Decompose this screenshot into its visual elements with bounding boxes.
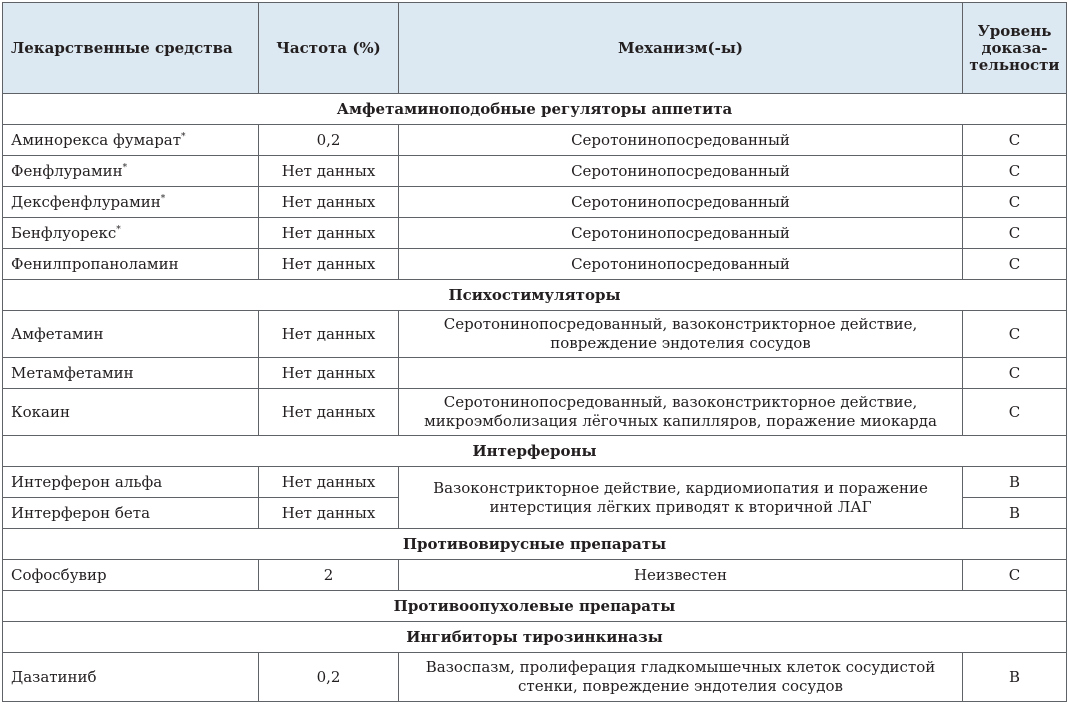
drug-cell: Амфетамин <box>3 311 259 358</box>
evidence-level-cell: B <box>963 653 1067 702</box>
footnote-mark: * <box>181 131 186 142</box>
mechanism-line-2: микроэмболизация лёгочных капилляров, поражение миокарда <box>424 412 937 430</box>
table-row <box>3 467 1067 498</box>
frequency-cell: Нет данных <box>259 311 399 358</box>
section-row <box>3 529 1067 560</box>
header-evidence-level <box>963 3 1067 94</box>
header-mechanism: Механизм(-ы) <box>399 3 963 94</box>
frequency-cell: 0,2 <box>259 125 399 156</box>
table-row <box>3 249 1067 280</box>
header-level-line-1: Уровень <box>977 21 1052 40</box>
mechanism-line-1: Серотонинопосредованный, вазоконстрикторное действие, <box>443 393 918 411</box>
evidence-level-cell: C <box>963 249 1067 280</box>
table-row <box>3 125 1067 156</box>
drug-name: Фенфлурамин <box>11 161 123 180</box>
section-antivirals: Противовирусные препараты <box>3 529 1067 560</box>
mechanism-line-2: интерстиция лёгких приводят к вторичной ЛАГ <box>489 497 872 516</box>
drug-name: Дексфенфлурамин <box>11 192 161 211</box>
mechanism-line-2: повреждение эндотелия сосудов <box>550 334 811 352</box>
section-antitumor: Противоопухолевые препараты <box>3 591 1067 622</box>
drug-cell <box>3 218 259 249</box>
mechanism-cell: Серотонинопосредованный <box>399 187 963 218</box>
table-row <box>3 358 1067 389</box>
evidence-level-cell: B <box>963 467 1067 498</box>
mechanism-line-1: Серотонинопосредованный, вазоконстрикторное действие, <box>443 315 918 333</box>
frequency-cell: Нет данных <box>259 358 399 389</box>
table-row <box>3 389 1067 436</box>
drug-cell: Интерферон бета <box>3 498 259 529</box>
frequency-cell: Нет данных <box>259 389 399 436</box>
section-tki: Ингибиторы тирозинкиназы <box>3 622 1067 653</box>
header-level-line-2: доказа- <box>981 38 1048 57</box>
mechanism-line-2: стенки, повреждение эндотелия сосудов <box>518 677 843 695</box>
table-row <box>3 156 1067 187</box>
drug-induced-pah-table <box>2 2 1067 702</box>
evidence-level-cell: B <box>963 498 1067 529</box>
evidence-level-cell: C <box>963 125 1067 156</box>
section-row <box>3 622 1067 653</box>
table-header-row <box>3 3 1067 94</box>
drug-cell: Софосбувир <box>3 560 259 591</box>
drug-name: Аминорекса фумарат <box>11 130 182 149</box>
mechanism-line-1: Вазоконстрикторное действие, кардиомиопатия и поражение <box>433 478 928 497</box>
mechanism-cell: Серотонинопосредованный <box>399 218 963 249</box>
evidence-level-cell: C <box>963 560 1067 591</box>
section-row <box>3 591 1067 622</box>
mechanism-cell <box>399 467 963 529</box>
drug-name: Бенфлуорекс <box>11 223 117 242</box>
evidence-level-cell: C <box>963 311 1067 358</box>
section-row <box>3 280 1067 311</box>
table-row <box>3 187 1067 218</box>
frequency-cell: Нет данных <box>259 467 399 498</box>
mechanism-cell: Серотонинопосредованный <box>399 125 963 156</box>
section-amphetamine-like: Амфетаминоподобные регуляторы аппетита <box>3 94 1067 125</box>
frequency-cell: 2 <box>259 560 399 591</box>
drug-cell: Кокаин <box>3 389 259 436</box>
table-row <box>3 560 1067 591</box>
evidence-level-cell: C <box>963 156 1067 187</box>
frequency-cell: Нет данных <box>259 249 399 280</box>
mechanism-cell <box>399 653 963 702</box>
drug-cell <box>3 156 259 187</box>
evidence-level-cell: C <box>963 389 1067 436</box>
evidence-level-cell: C <box>963 218 1067 249</box>
drug-cell: Интерферон альфа <box>3 467 259 498</box>
header-level-line-3: тельности <box>969 55 1060 74</box>
frequency-cell: Нет данных <box>259 187 399 218</box>
footnote-mark: * <box>122 162 128 173</box>
section-row <box>3 94 1067 125</box>
table-row <box>3 653 1067 702</box>
drug-cell <box>3 187 259 218</box>
frequency-cell: Нет данных <box>259 156 399 187</box>
drug-cell: Дазатиниб <box>3 653 259 702</box>
drug-cell: Метамфетамин <box>3 358 259 389</box>
section-row <box>3 436 1067 467</box>
evidence-level-cell: C <box>963 187 1067 218</box>
mechanism-cell <box>399 311 963 358</box>
table-row <box>3 218 1067 249</box>
mechanism-cell: Серотонинопосредованный <box>399 156 963 187</box>
drug-cell: Фенилпропаноламин <box>3 249 259 280</box>
footnote-mark: * <box>160 193 166 204</box>
header-drug: Лекарственные средства <box>3 3 259 94</box>
frequency-cell: Нет данных <box>259 498 399 529</box>
mechanism-cell: Неизвестен <box>399 560 963 591</box>
mechanism-cell <box>399 358 963 389</box>
frequency-cell: Нет данных <box>259 218 399 249</box>
frequency-cell: 0,2 <box>259 653 399 702</box>
header-frequency: Частота (%) <box>259 3 399 94</box>
section-psychostimulants: Психостимуляторы <box>3 280 1067 311</box>
table-row <box>3 311 1067 358</box>
section-interferons: Интерфероны <box>3 436 1067 467</box>
drug-cell <box>3 125 259 156</box>
footnote-mark: * <box>116 224 121 235</box>
mechanism-cell: Серотонинопосредованный <box>399 249 963 280</box>
evidence-level-cell: C <box>963 358 1067 389</box>
mechanism-line-1: Вазоспазм, пролиферация гладкомышечных клеток сосудистой <box>425 658 936 676</box>
mechanism-cell <box>399 389 963 436</box>
